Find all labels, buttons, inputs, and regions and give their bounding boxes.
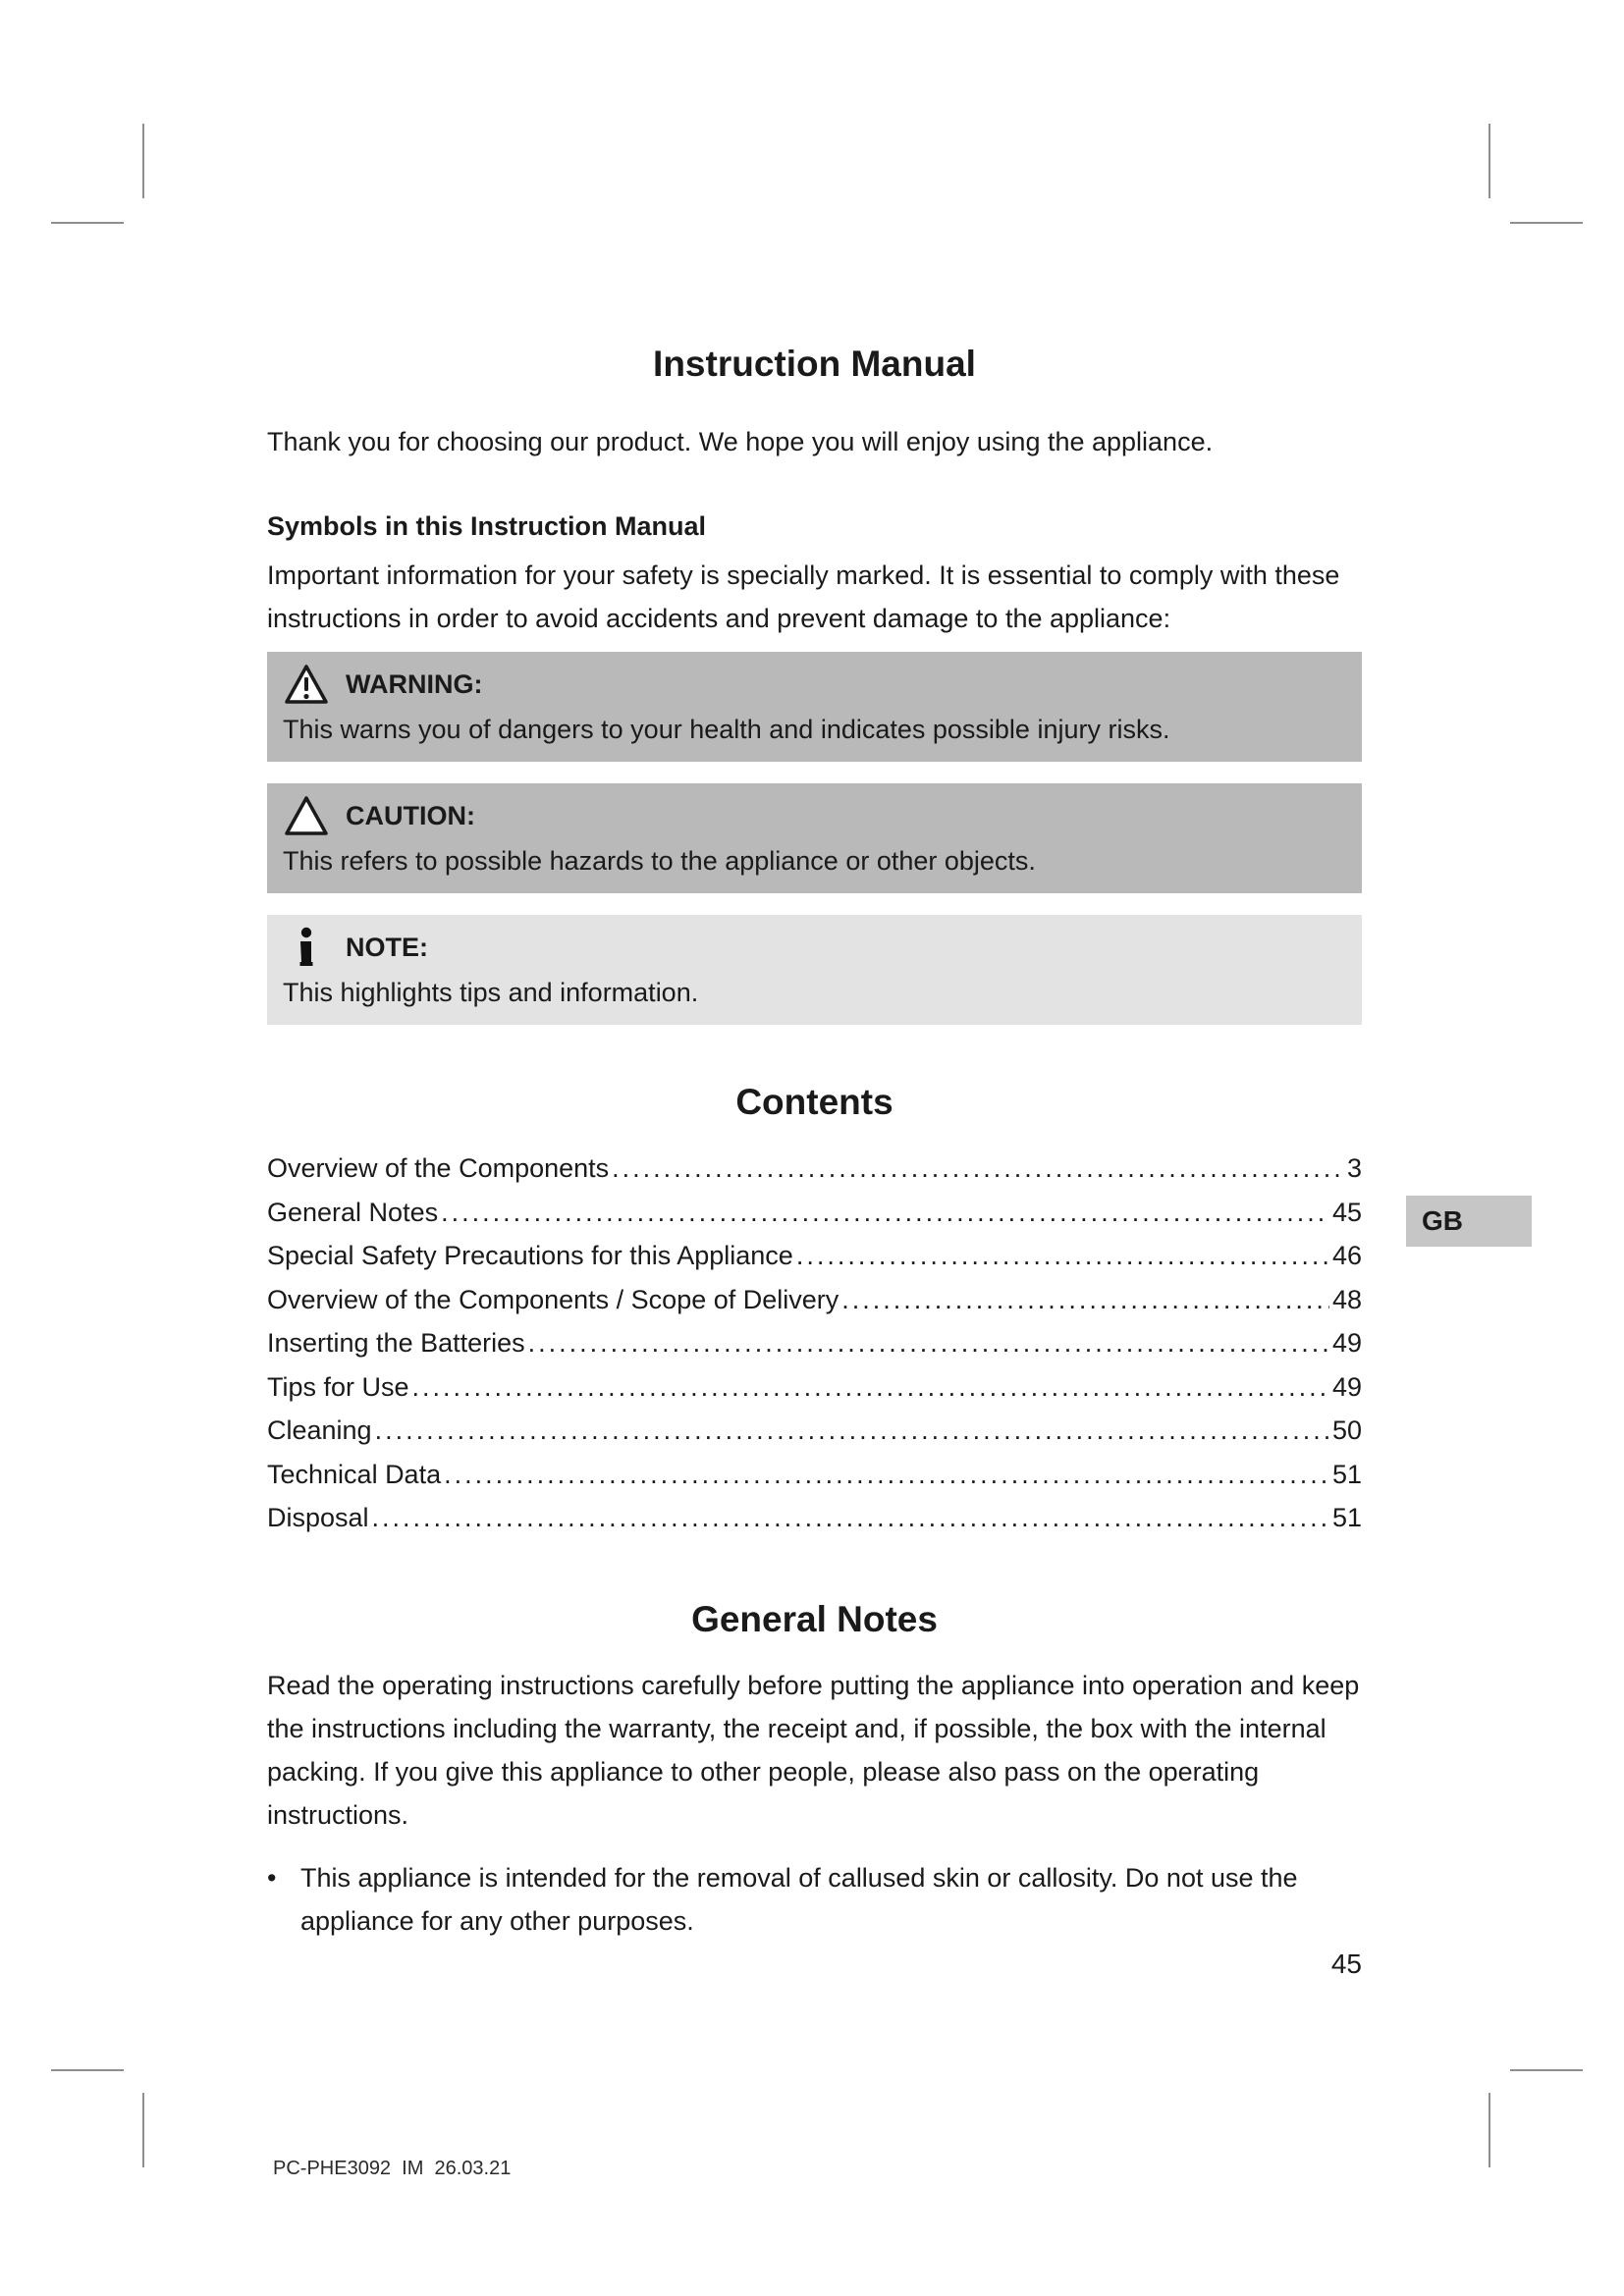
toc-leader-dots — [796, 1234, 1329, 1278]
toc-entry-page: 51 — [1331, 1503, 1362, 1532]
crop-mark-bottom-left-vertical — [142, 2093, 144, 2167]
language-tab-gb: GB — [1406, 1196, 1532, 1247]
warning-callout-head — [283, 662, 1346, 707]
page-number: 45 — [1330, 1949, 1362, 1979]
warning-text: This warns you of dangers to your health and indicates possible injury risks. — [283, 715, 1170, 744]
symbols-section-heading: Symbols in this Instruction Manual — [267, 511, 707, 541]
toc-entry-page: 46 — [1331, 1241, 1362, 1270]
toc-entry-page: 51 — [1331, 1459, 1362, 1489]
general-notes-bullet — [267, 1856, 1362, 1943]
toc-entry-label: Tips for Use — [267, 1371, 409, 1402]
toc-leader-dots — [412, 1365, 1329, 1410]
toc-entry-label: Special Safety Precautions for this Appliance — [267, 1241, 793, 1270]
toc-entry-page: 49 — [1331, 1328, 1362, 1358]
caution-triangle-icon — [283, 795, 330, 836]
toc-leader-dots — [375, 1409, 1329, 1453]
toc-entry-label: Cleaning — [267, 1415, 372, 1445]
toc-leader-dots — [372, 1496, 1329, 1540]
toc-entry — [267, 1147, 1362, 1191]
toc-entry-page: 45 — [1331, 1197, 1362, 1227]
crop-mark-top-left-horizontal — [51, 222, 124, 224]
toc-entry — [267, 1191, 1362, 1235]
toc-entry — [267, 1496, 1362, 1540]
crop-mark-bottom-right-horizontal — [1510, 2069, 1583, 2071]
toc-leader-dots — [612, 1147, 1344, 1191]
warning-triangle-icon — [283, 664, 330, 705]
note-label: NOTE: — [346, 932, 428, 962]
page-content — [267, 342, 1362, 1943]
caution-text: This refers to possible hazards to the appliance or other objects. — [283, 846, 1036, 876]
info-icon — [283, 927, 330, 968]
toc-entry-page: 50 — [1331, 1415, 1362, 1445]
warning-label: WARNING: — [346, 668, 483, 699]
bullet-marker — [267, 1856, 300, 1943]
symbols-section-body: Important information for your safety is specially marked. It is essential to comply with these instructions in order to avoid accidents and prevent damage to the appliance: — [267, 561, 1340, 633]
table-of-contents — [267, 1147, 1362, 1540]
crop-mark-top-right-horizontal — [1510, 222, 1583, 224]
toc-entry — [267, 1234, 1362, 1278]
toc-entry — [267, 1321, 1362, 1365]
crop-mark-bottom-right-vertical — [1489, 2093, 1490, 2167]
bullet-text: This appliance is intended for the removal of callused skin or callosity. Do not use the appliance for any other purposes. — [300, 1862, 1298, 1936]
toc-entry-label: Overview of the Components — [267, 1153, 610, 1183]
note-text: This highlights tips and information. — [283, 978, 699, 1007]
crop-mark-bottom-left-horizontal — [51, 2069, 124, 2071]
note-callout-head — [283, 925, 1346, 970]
toc-leader-dots — [528, 1321, 1329, 1365]
page-title: Instruction Manual — [653, 344, 976, 384]
general-notes-paragraph: Read the operating instructions carefully before putting the appliance into operation and keep the instructions including the warranty, the receipt and, if possible, the box with the internal packing. If you give this appliance to other people, please also pass on the operating instructions. — [267, 1670, 1360, 1830]
toc-leader-dots — [441, 1191, 1329, 1235]
toc-entry — [267, 1278, 1362, 1322]
toc-entry-page: 48 — [1331, 1284, 1362, 1314]
footer-print-code: PC-PHE3092 IM 26.03.21 — [273, 2158, 512, 2179]
toc-leader-dots — [841, 1278, 1329, 1322]
intro-paragraph: Thank you for choosing our product. We hope you will enjoy using the appliance. — [267, 427, 1214, 456]
note-callout — [267, 915, 1362, 1025]
crop-mark-top-left-vertical — [142, 124, 144, 198]
toc-entry-label: Technical Data — [267, 1459, 442, 1489]
general-notes-heading: General Notes — [691, 1598, 938, 1639]
toc-entry-label: Inserting the Batteries — [267, 1328, 525, 1358]
toc-entry-label: Disposal — [267, 1503, 369, 1532]
toc-entry-label: General Notes — [267, 1197, 439, 1227]
toc-entry — [267, 1365, 1362, 1410]
warning-callout — [267, 652, 1362, 762]
caution-callout — [267, 783, 1362, 893]
caution-label: CAUTION: — [346, 800, 475, 830]
toc-entry — [267, 1409, 1362, 1453]
toc-entry-page: 3 — [1346, 1153, 1362, 1183]
contents-heading: Contents — [735, 1082, 893, 1122]
toc-entry-label: Overview of the Components / Scope of Delivery — [267, 1284, 839, 1314]
crop-mark-top-right-vertical — [1489, 124, 1490, 198]
toc-leader-dots — [444, 1453, 1329, 1497]
toc-entry-page: 49 — [1331, 1371, 1362, 1402]
toc-entry — [267, 1453, 1362, 1497]
caution-callout-head — [283, 793, 1346, 838]
